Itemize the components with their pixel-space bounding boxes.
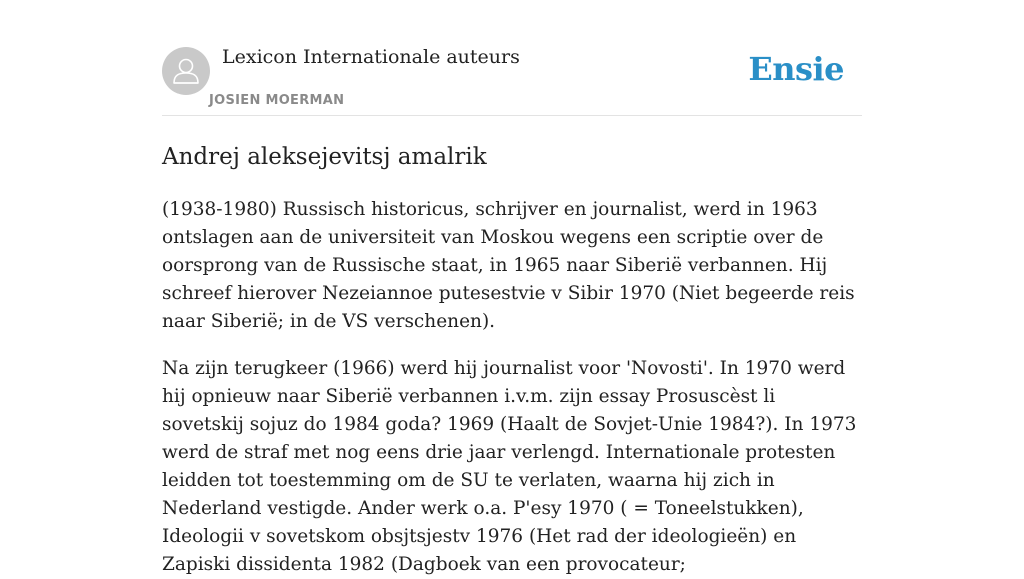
author-avatar[interactable] <box>162 47 210 95</box>
article-header <box>162 0 862 116</box>
author-name[interactable]: JOSIEN MOERMAN <box>209 93 345 108</box>
article-title: Andrej aleksejevitsj amalrik <box>162 144 487 170</box>
content-column <box>162 0 862 579</box>
ensie-logo[interactable]: Ensie <box>748 50 844 88</box>
source-title[interactable]: Lexicon Internationale auteurs <box>222 46 520 68</box>
article-paragraph: Na zijn terugkeer (1966) werd hij journalist voor 'Novosti'. In 1970 werd hij opnieuw naar Siberië verbannen i.v.m. zijn essay Prosuscèst li sovetskij sojuz do 1984 goda? 1969 (Haalt de Sovjet-Unie 1984?). In 1973 werd de straf met nog eens drie jaar verlengd. Internationale protesten leidden tot toestemming om de SU te verlaten, waarna hij zich in Nederland vestigde. Ander werk o.a. P'esy 1970 ( = Toneelstukken), Ideologii v sovetskom obsjtsjestv 1976 (Het rad der ideologieën) en Zapiski dissidenta 1982 (Dagboek van een provocateur; <box>162 358 857 575</box>
user-avatar-icon <box>162 47 210 95</box>
article-paragraph: (1938-1980) Russisch historicus, schrijver en journalist, werd in 1963 ontslagen aan de universiteit van Moskou wegens een scriptie over de oorsprong van de Russische staat, in 1965 naar Siberië verbannen. Hij schreef hierover Nezeiannoe putesestvie v Sibir 1970 (Niet begeerde reis naar Siberië; in de VS verschenen). <box>162 199 855 332</box>
